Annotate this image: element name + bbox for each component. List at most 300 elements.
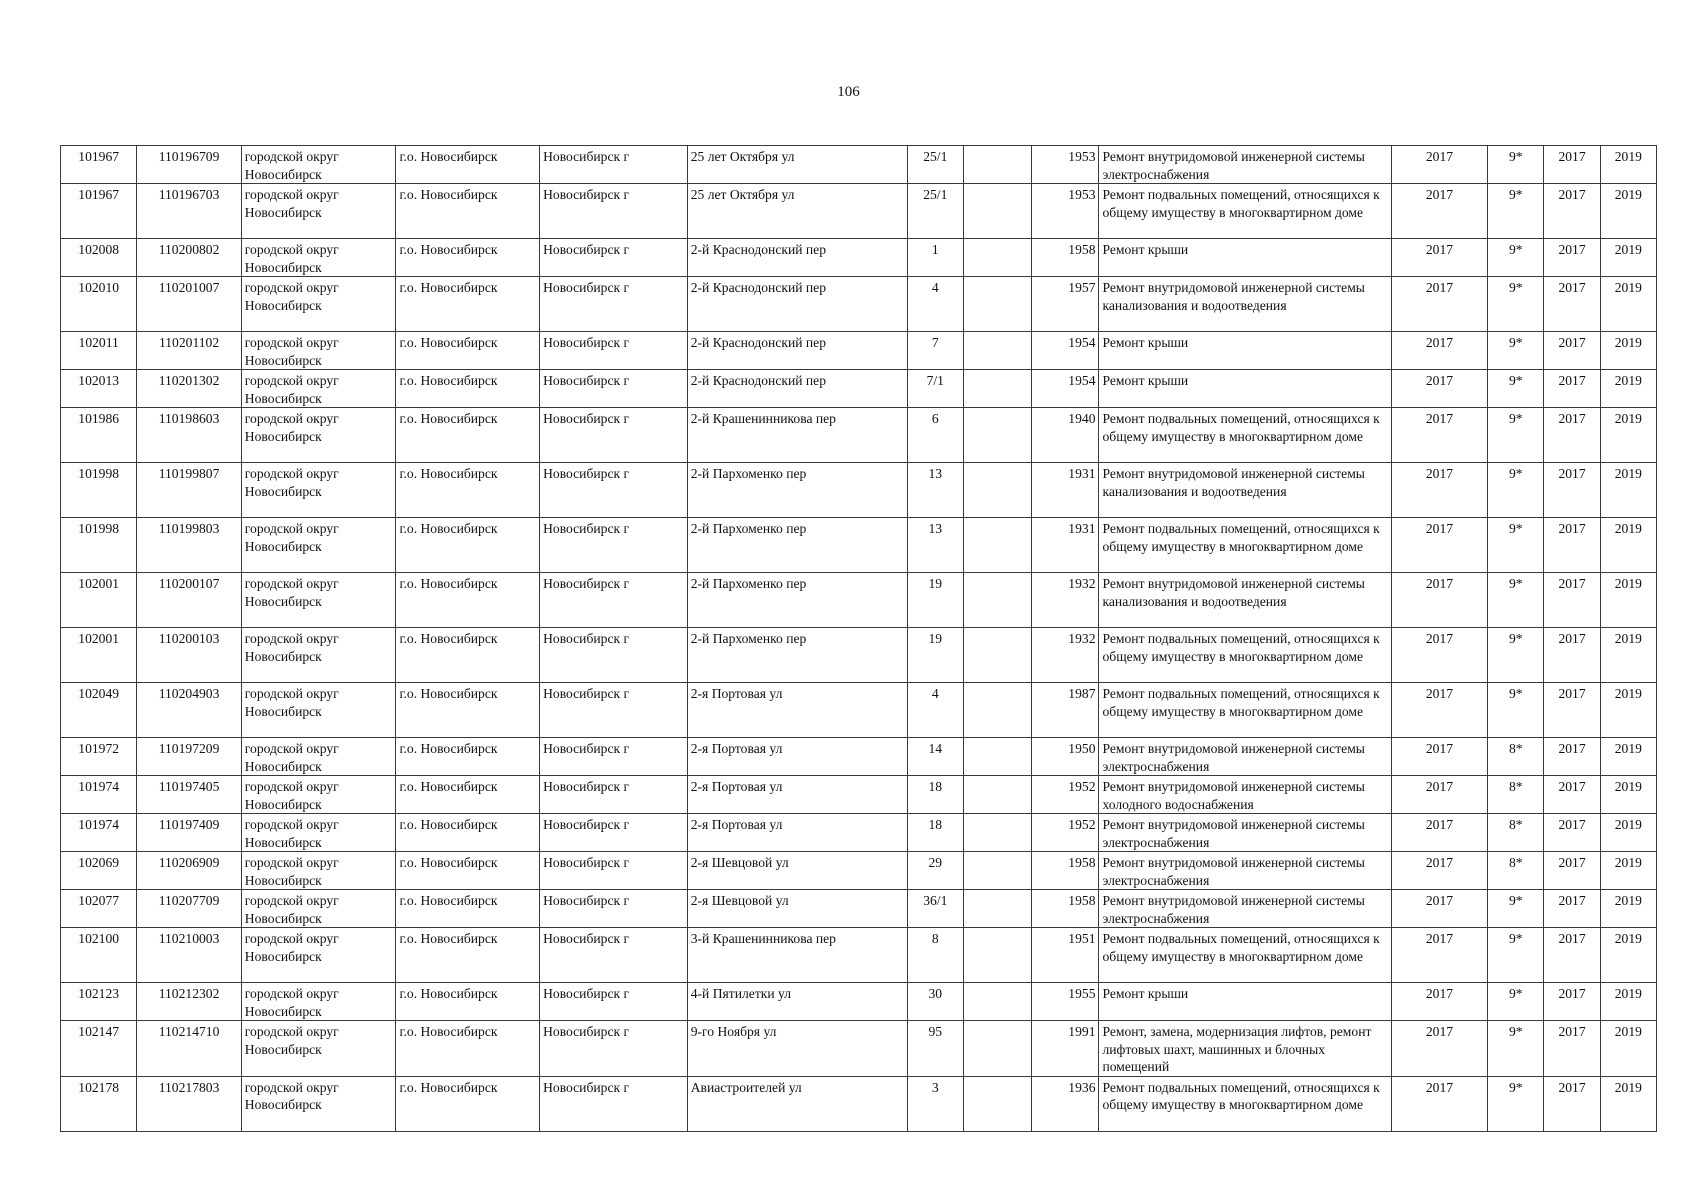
street-cell: 25 лет Октября ул [687, 146, 907, 184]
municipality-cell: городской округ Новосибирск [241, 628, 396, 683]
house-id-cell: 101974 [61, 776, 137, 814]
extra-cell [963, 184, 1031, 239]
plan-year-cell: 2017 [1391, 738, 1487, 776]
locality-cell: Новосибирск г [540, 184, 688, 239]
work-type-cell: Ремонт внутридомовой инженерной системы электроснабжения [1099, 890, 1391, 928]
end-year-cell: 2019 [1600, 1021, 1656, 1077]
end-year-cell: 2019 [1600, 983, 1656, 1021]
municipality-cell: городской округ Новосибирск [241, 239, 396, 277]
level-cell: 9* [1488, 239, 1544, 277]
end-year-cell: 2019 [1600, 738, 1656, 776]
extra-cell [963, 628, 1031, 683]
municipal-short-cell: г.о. Новосибирск [396, 738, 540, 776]
table-row [61, 683, 1657, 738]
extra-cell [963, 518, 1031, 573]
start-year-cell: 2017 [1544, 184, 1600, 239]
work-type-cell: Ремонт внутридомовой инженерной системы канализования и водоотведения [1099, 573, 1391, 628]
start-year-cell: 2017 [1544, 1076, 1600, 1131]
street-cell: 9-го Ноября ул [687, 1021, 907, 1077]
object-code-cell: 110204903 [137, 683, 241, 738]
street-cell: 2-я Портовая ул [687, 776, 907, 814]
extra-cell [963, 573, 1031, 628]
build-year-cell: 1987 [1032, 683, 1099, 738]
level-cell: 8* [1488, 852, 1544, 890]
plan-year-cell: 2017 [1391, 573, 1487, 628]
level-cell: 8* [1488, 776, 1544, 814]
level-cell: 9* [1488, 518, 1544, 573]
table-row [61, 370, 1657, 408]
work-type-cell: Ремонт внутридомовой инженерной системы электроснабжения [1099, 852, 1391, 890]
work-type-cell: Ремонт внутридомовой инженерной системы электроснабжения [1099, 814, 1391, 852]
level-cell: 9* [1488, 332, 1544, 370]
plan-year-cell: 2017 [1391, 332, 1487, 370]
work-type-cell: Ремонт подвальных помещений, относящихся к общему имуществу в многоквартирном доме [1099, 683, 1391, 738]
locality-cell: Новосибирск г [540, 573, 688, 628]
house-number-cell: 25/1 [907, 184, 963, 239]
street-cell: 2-й Крашенинникова пер [687, 408, 907, 463]
municipal-short-cell: г.о. Новосибирск [396, 277, 540, 332]
work-type-cell: Ремонт внутридомовой инженерной системы электроснабжения [1099, 146, 1391, 184]
plan-year-cell: 2017 [1391, 776, 1487, 814]
level-cell: 9* [1488, 928, 1544, 983]
object-code-cell: 110206909 [137, 852, 241, 890]
work-type-cell: Ремонт подвальных помещений, относящихся к общему имуществу в многоквартирном доме [1099, 1076, 1391, 1131]
work-type-cell: Ремонт, замена, модернизация лифтов, ремонт лифтовых шахт, машинных и блочных помещений [1099, 1021, 1391, 1077]
end-year-cell: 2019 [1600, 890, 1656, 928]
end-year-cell: 2019 [1600, 239, 1656, 277]
street-cell: 2-й Пархоменко пер [687, 518, 907, 573]
end-year-cell: 2019 [1600, 370, 1656, 408]
object-code-cell: 110197405 [137, 776, 241, 814]
street-cell: 2-я Портовая ул [687, 814, 907, 852]
municipal-short-cell: г.о. Новосибирск [396, 983, 540, 1021]
municipal-short-cell: г.о. Новосибирск [396, 1076, 540, 1131]
work-type-cell: Ремонт внутридомовой инженерной системы холодного водоснабжения [1099, 776, 1391, 814]
locality-cell: Новосибирск г [540, 683, 688, 738]
build-year-cell: 1954 [1032, 370, 1099, 408]
work-type-cell: Ремонт крыши [1099, 332, 1391, 370]
work-type-cell: Ремонт внутридомовой инженерной системы канализования и водоотведения [1099, 463, 1391, 518]
build-year-cell: 1950 [1032, 738, 1099, 776]
house-id-cell: 102178 [61, 1076, 137, 1131]
level-cell: 9* [1488, 683, 1544, 738]
object-code-cell: 110200103 [137, 628, 241, 683]
locality-cell: Новосибирск г [540, 852, 688, 890]
table-row [61, 332, 1657, 370]
plan-year-cell: 2017 [1391, 814, 1487, 852]
house-id-cell: 101998 [61, 518, 137, 573]
house-id-cell: 102008 [61, 239, 137, 277]
work-type-cell: Ремонт подвальных помещений, относящихся к общему имуществу в многоквартирном доме [1099, 518, 1391, 573]
level-cell: 8* [1488, 814, 1544, 852]
object-code-cell: 110201007 [137, 277, 241, 332]
extra-cell [963, 370, 1031, 408]
end-year-cell: 2019 [1600, 814, 1656, 852]
build-year-cell: 1940 [1032, 408, 1099, 463]
build-year-cell: 1957 [1032, 277, 1099, 332]
start-year-cell: 2017 [1544, 683, 1600, 738]
municipal-short-cell: г.о. Новосибирск [396, 890, 540, 928]
house-number-cell: 7 [907, 332, 963, 370]
plan-year-cell: 2017 [1391, 628, 1487, 683]
end-year-cell: 2019 [1600, 184, 1656, 239]
work-type-cell: Ремонт подвальных помещений, относящихся к общему имуществу в многоквартирном доме [1099, 408, 1391, 463]
level-cell: 9* [1488, 628, 1544, 683]
street-cell: 2-я Шевцовой ул [687, 852, 907, 890]
extra-cell [963, 332, 1031, 370]
build-year-cell: 1955 [1032, 983, 1099, 1021]
level-cell: 9* [1488, 573, 1544, 628]
extra-cell [963, 814, 1031, 852]
end-year-cell: 2019 [1600, 277, 1656, 332]
table-row [61, 518, 1657, 573]
street-cell: 2-й Пархоменко пер [687, 628, 907, 683]
end-year-cell: 2019 [1600, 1076, 1656, 1131]
level-cell: 9* [1488, 277, 1544, 332]
municipality-cell: городской округ Новосибирск [241, 184, 396, 239]
extra-cell [963, 408, 1031, 463]
locality-cell: Новосибирск г [540, 408, 688, 463]
municipal-short-cell: г.о. Новосибирск [396, 239, 540, 277]
start-year-cell: 2017 [1544, 814, 1600, 852]
start-year-cell: 2017 [1544, 463, 1600, 518]
start-year-cell: 2017 [1544, 370, 1600, 408]
house-id-cell: 101998 [61, 463, 137, 518]
locality-cell: Новосибирск г [540, 239, 688, 277]
work-type-cell: Ремонт крыши [1099, 239, 1391, 277]
municipality-cell: городской округ Новосибирск [241, 370, 396, 408]
municipal-short-cell: г.о. Новосибирск [396, 852, 540, 890]
street-cell: 2-я Шевцовой ул [687, 890, 907, 928]
municipality-cell: городской округ Новосибирск [241, 277, 396, 332]
end-year-cell: 2019 [1600, 776, 1656, 814]
plan-year-cell: 2017 [1391, 239, 1487, 277]
house-id-cell: 102147 [61, 1021, 137, 1077]
municipality-cell: городской округ Новосибирск [241, 890, 396, 928]
house-number-cell: 95 [907, 1021, 963, 1077]
object-code-cell: 110200802 [137, 239, 241, 277]
house-number-cell: 13 [907, 463, 963, 518]
build-year-cell: 1932 [1032, 628, 1099, 683]
house-id-cell: 102123 [61, 983, 137, 1021]
object-code-cell: 110197209 [137, 738, 241, 776]
start-year-cell: 2017 [1544, 518, 1600, 573]
end-year-cell: 2019 [1600, 518, 1656, 573]
start-year-cell: 2017 [1544, 408, 1600, 463]
register-body [61, 146, 1657, 1132]
build-year-cell: 1931 [1032, 463, 1099, 518]
table-row [61, 146, 1657, 184]
object-code-cell: 110212302 [137, 983, 241, 1021]
house-id-cell: 101967 [61, 146, 137, 184]
municipality-cell: городской округ Новосибирск [241, 332, 396, 370]
municipal-short-cell: г.о. Новосибирск [396, 1021, 540, 1077]
plan-year-cell: 2017 [1391, 408, 1487, 463]
plan-year-cell: 2017 [1391, 463, 1487, 518]
end-year-cell: 2019 [1600, 928, 1656, 983]
start-year-cell: 2017 [1544, 890, 1600, 928]
house-number-cell: 30 [907, 983, 963, 1021]
extra-cell [963, 463, 1031, 518]
level-cell: 9* [1488, 370, 1544, 408]
extra-cell [963, 1021, 1031, 1077]
build-year-cell: 1953 [1032, 146, 1099, 184]
street-cell: 25 лет Октября ул [687, 184, 907, 239]
house-number-cell: 29 [907, 852, 963, 890]
object-code-cell: 110210003 [137, 928, 241, 983]
extra-cell [963, 776, 1031, 814]
locality-cell: Новосибирск г [540, 370, 688, 408]
plan-year-cell: 2017 [1391, 277, 1487, 332]
object-code-cell: 110196703 [137, 184, 241, 239]
house-id-cell: 102001 [61, 573, 137, 628]
house-number-cell: 13 [907, 518, 963, 573]
work-type-cell: Ремонт крыши [1099, 370, 1391, 408]
locality-cell: Новосибирск г [540, 1021, 688, 1077]
end-year-cell: 2019 [1600, 852, 1656, 890]
end-year-cell: 2019 [1600, 332, 1656, 370]
start-year-cell: 2017 [1544, 776, 1600, 814]
house-number-cell: 7/1 [907, 370, 963, 408]
municipality-cell: городской округ Новосибирск [241, 852, 396, 890]
house-number-cell: 25/1 [907, 146, 963, 184]
municipality-cell: городской округ Новосибирск [241, 463, 396, 518]
street-cell: 2-й Краснодонский пер [687, 332, 907, 370]
start-year-cell: 2017 [1544, 983, 1600, 1021]
municipality-cell: городской округ Новосибирск [241, 1076, 396, 1131]
municipality-cell: городской округ Новосибирск [241, 814, 396, 852]
start-year-cell: 2017 [1544, 573, 1600, 628]
table-row [61, 1021, 1657, 1077]
end-year-cell: 2019 [1600, 463, 1656, 518]
page-number: 106 [837, 84, 860, 100]
work-type-cell: Ремонт подвальных помещений, относящихся к общему имуществу в многоквартирном доме [1099, 184, 1391, 239]
municipality-cell: городской округ Новосибирск [241, 683, 396, 738]
house-id-cell: 102011 [61, 332, 137, 370]
locality-cell: Новосибирск г [540, 518, 688, 573]
house-number-cell: 19 [907, 628, 963, 683]
start-year-cell: 2017 [1544, 239, 1600, 277]
street-cell: 2-й Пархоменко пер [687, 573, 907, 628]
municipality-cell: городской округ Новосибирск [241, 738, 396, 776]
level-cell: 9* [1488, 408, 1544, 463]
table-row [61, 983, 1657, 1021]
locality-cell: Новосибирск г [540, 628, 688, 683]
house-id-cell: 102010 [61, 277, 137, 332]
table-row [61, 928, 1657, 983]
municipal-short-cell: г.о. Новосибирск [396, 573, 540, 628]
street-cell: 4-й Пятилетки ул [687, 983, 907, 1021]
municipal-short-cell: г.о. Новосибирск [396, 370, 540, 408]
municipal-short-cell: г.о. Новосибирск [396, 146, 540, 184]
build-year-cell: 1951 [1032, 928, 1099, 983]
street-cell: Авиастроителей ул [687, 1076, 907, 1131]
municipal-short-cell: г.о. Новосибирск [396, 683, 540, 738]
work-type-cell: Ремонт внутридомовой инженерной системы канализования и водоотведения [1099, 277, 1391, 332]
house-id-cell: 101974 [61, 814, 137, 852]
extra-cell [963, 277, 1031, 332]
build-year-cell: 1991 [1032, 1021, 1099, 1077]
house-number-cell: 3 [907, 1076, 963, 1131]
house-id-cell: 102013 [61, 370, 137, 408]
street-cell: 2-й Пархоменко пер [687, 463, 907, 518]
start-year-cell: 2017 [1544, 852, 1600, 890]
build-year-cell: 1936 [1032, 1076, 1099, 1131]
locality-cell: Новосибирск г [540, 1076, 688, 1131]
house-id-cell: 101972 [61, 738, 137, 776]
municipal-short-cell: г.о. Новосибирск [396, 518, 540, 573]
municipal-short-cell: г.о. Новосибирск [396, 332, 540, 370]
table-row [61, 277, 1657, 332]
municipal-short-cell: г.о. Новосибирск [396, 776, 540, 814]
municipality-cell: городской округ Новосибирск [241, 928, 396, 983]
extra-cell [963, 683, 1031, 738]
street-cell: 2-й Краснодонский пер [687, 277, 907, 332]
table-row [61, 776, 1657, 814]
house-number-cell: 1 [907, 239, 963, 277]
level-cell: 9* [1488, 1076, 1544, 1131]
table-row [61, 239, 1657, 277]
house-id-cell: 102049 [61, 683, 137, 738]
house-number-cell: 18 [907, 776, 963, 814]
house-id-cell: 101986 [61, 408, 137, 463]
table-row [61, 408, 1657, 463]
street-cell: 3-й Крашенинникова пер [687, 928, 907, 983]
table-row [61, 852, 1657, 890]
plan-year-cell: 2017 [1391, 1076, 1487, 1131]
house-id-cell: 102001 [61, 628, 137, 683]
plan-year-cell: 2017 [1391, 1021, 1487, 1077]
municipal-short-cell: г.о. Новосибирск [396, 184, 540, 239]
start-year-cell: 2017 [1544, 738, 1600, 776]
plan-year-cell: 2017 [1391, 184, 1487, 239]
level-cell: 9* [1488, 1021, 1544, 1077]
extra-cell [963, 890, 1031, 928]
municipal-short-cell: г.о. Новосибирск [396, 628, 540, 683]
build-year-cell: 1952 [1032, 776, 1099, 814]
plan-year-cell: 2017 [1391, 890, 1487, 928]
build-year-cell: 1952 [1032, 814, 1099, 852]
house-number-cell: 6 [907, 408, 963, 463]
locality-cell: Новосибирск г [540, 814, 688, 852]
start-year-cell: 2017 [1544, 277, 1600, 332]
house-number-cell: 4 [907, 683, 963, 738]
extra-cell [963, 146, 1031, 184]
start-year-cell: 2017 [1544, 928, 1600, 983]
locality-cell: Новосибирск г [540, 738, 688, 776]
house-number-cell: 18 [907, 814, 963, 852]
locality-cell: Новосибирск г [540, 277, 688, 332]
street-cell: 2-й Краснодонский пер [687, 239, 907, 277]
end-year-cell: 2019 [1600, 573, 1656, 628]
table-row [61, 738, 1657, 776]
start-year-cell: 2017 [1544, 1021, 1600, 1077]
plan-year-cell: 2017 [1391, 518, 1487, 573]
table-row [61, 184, 1657, 239]
street-cell: 2-я Портовая ул [687, 683, 907, 738]
level-cell: 9* [1488, 463, 1544, 518]
work-type-cell: Ремонт подвальных помещений, относящихся к общему имуществу в многоквартирном доме [1099, 928, 1391, 983]
end-year-cell: 2019 [1600, 408, 1656, 463]
build-year-cell: 1958 [1032, 852, 1099, 890]
work-type-cell: Ремонт внутридомовой инженерной системы электроснабжения [1099, 738, 1391, 776]
table-row [61, 463, 1657, 518]
plan-year-cell: 2017 [1391, 370, 1487, 408]
extra-cell [963, 983, 1031, 1021]
house-number-cell: 8 [907, 928, 963, 983]
extra-cell [963, 928, 1031, 983]
house-id-cell: 101967 [61, 184, 137, 239]
end-year-cell: 2019 [1600, 628, 1656, 683]
table-row [61, 573, 1657, 628]
level-cell: 9* [1488, 983, 1544, 1021]
locality-cell: Новосибирск г [540, 776, 688, 814]
street-cell: 2-й Краснодонский пер [687, 370, 907, 408]
level-cell: 8* [1488, 738, 1544, 776]
locality-cell: Новосибирск г [540, 983, 688, 1021]
object-code-cell: 110199803 [137, 518, 241, 573]
plan-year-cell: 2017 [1391, 683, 1487, 738]
level-cell: 9* [1488, 890, 1544, 928]
work-type-cell: Ремонт крыши [1099, 983, 1391, 1021]
municipal-short-cell: г.о. Новосибирск [396, 408, 540, 463]
build-year-cell: 1954 [1032, 332, 1099, 370]
municipality-cell: городской округ Новосибирск [241, 776, 396, 814]
house-number-cell: 19 [907, 573, 963, 628]
table-row [61, 890, 1657, 928]
plan-year-cell: 2017 [1391, 146, 1487, 184]
municipality-cell: городской округ Новосибирск [241, 408, 396, 463]
object-code-cell: 110200107 [137, 573, 241, 628]
build-year-cell: 1958 [1032, 890, 1099, 928]
locality-cell: Новосибирск г [540, 890, 688, 928]
build-year-cell: 1931 [1032, 518, 1099, 573]
municipality-cell: городской округ Новосибирск [241, 146, 396, 184]
start-year-cell: 2017 [1544, 146, 1600, 184]
build-year-cell: 1932 [1032, 573, 1099, 628]
extra-cell [963, 738, 1031, 776]
locality-cell: Новосибирск г [540, 146, 688, 184]
object-code-cell: 110198603 [137, 408, 241, 463]
plan-year-cell: 2017 [1391, 928, 1487, 983]
locality-cell: Новосибирск г [540, 928, 688, 983]
object-code-cell: 110201102 [137, 332, 241, 370]
object-code-cell: 110197409 [137, 814, 241, 852]
house-number-cell: 36/1 [907, 890, 963, 928]
object-code-cell: 110199807 [137, 463, 241, 518]
end-year-cell: 2019 [1600, 683, 1656, 738]
table-row [61, 1076, 1657, 1131]
locality-cell: Новосибирск г [540, 332, 688, 370]
municipal-short-cell: г.о. Новосибирск [396, 928, 540, 983]
start-year-cell: 2017 [1544, 628, 1600, 683]
object-code-cell: 110201302 [137, 370, 241, 408]
table-row [61, 628, 1657, 683]
repair-register-table [60, 145, 1657, 1132]
plan-year-cell: 2017 [1391, 983, 1487, 1021]
extra-cell [963, 239, 1031, 277]
house-id-cell: 102077 [61, 890, 137, 928]
municipality-cell: городской округ Новосибирск [241, 518, 396, 573]
start-year-cell: 2017 [1544, 332, 1600, 370]
plan-year-cell: 2017 [1391, 852, 1487, 890]
object-code-cell: 110207709 [137, 890, 241, 928]
house-number-cell: 4 [907, 277, 963, 332]
level-cell: 9* [1488, 146, 1544, 184]
object-code-cell: 110196709 [137, 146, 241, 184]
level-cell: 9* [1488, 184, 1544, 239]
object-code-cell: 110214710 [137, 1021, 241, 1077]
